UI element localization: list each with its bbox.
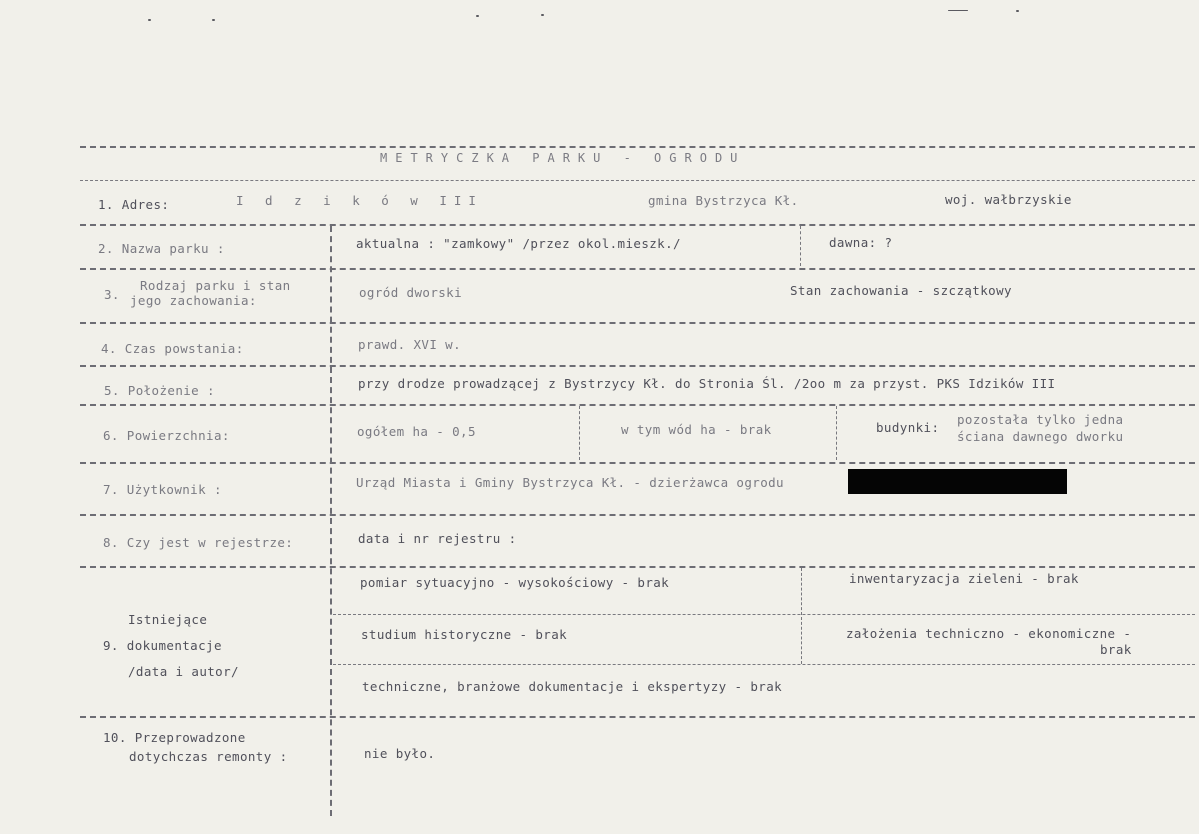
row-divider (80, 365, 1195, 367)
row5-label: 5. Położenie : (104, 383, 215, 398)
row-divider (80, 404, 1195, 406)
row2-label: 2. Nazwa parku : (98, 241, 225, 256)
speck (148, 19, 151, 21)
row10-label-line1: 10. Przeprowadzone (103, 730, 246, 745)
row9-label-line1: Istniejące (128, 612, 208, 627)
row-divider (333, 614, 1195, 615)
row1-name: I d z i k ó w III (236, 193, 483, 208)
row9-label-line3: /data i autor/ (128, 664, 239, 679)
row-divider (333, 664, 1195, 665)
row7-value: Urząd Miasta i Gminy Bystrzyca Kł. - dzierżawca ogrodu (356, 475, 784, 490)
column-divider (801, 568, 802, 664)
row3-stan: Stan zachowania - szczątkowy (790, 283, 1012, 298)
title-underline (80, 180, 1195, 181)
row-divider (80, 716, 1195, 718)
row9-inwentaryzacja: inwentaryzacja zieleni - brak (849, 571, 1079, 586)
row6-budynki-line1: pozostała tylko jedna (957, 412, 1124, 427)
column-divider (836, 406, 837, 460)
row3-label-num: 3. (104, 287, 120, 302)
row3-rodzaj: ogród dworski (359, 285, 463, 300)
column-divider (330, 226, 332, 816)
row-divider (80, 566, 1195, 568)
row8-label: 8. Czy jest w rejestrze: (103, 535, 294, 550)
row1-gmina: gmina Bystrzyca Kł. (648, 193, 799, 208)
speck (541, 14, 544, 16)
row2-aktualna: aktualna : "zamkowy" /przez okol.mieszk./ (356, 236, 681, 251)
speck (212, 19, 215, 21)
row-divider (80, 224, 1195, 226)
row-divider (80, 268, 1195, 270)
row9-studium: studium historyczne - brak (361, 627, 568, 642)
row6-budynki-label: budynki: (876, 420, 940, 435)
row7-label: 7. Użytkownik : (103, 482, 222, 497)
row9-zalozenia-line1: założenia techniczno - ekonomiczne - (846, 626, 1132, 641)
speck (476, 15, 479, 17)
row8-value: data i nr rejestru : (358, 531, 517, 546)
table-top-border (80, 146, 1195, 148)
row9-label-line2: 9. dokumentacje (103, 638, 222, 653)
row9-pomiar: pomiar sytuacyjno - wysokościowy - brak (360, 575, 670, 590)
row9-techniczne: techniczne, branżowe dokumentacje i ekspertyzy - brak (362, 679, 783, 694)
row-divider (80, 514, 1195, 516)
row9-zalozenia-line2: brak (1100, 642, 1132, 657)
row6-wod: w tym wód ha - brak (621, 422, 772, 437)
row6-label: 6. Powierzchnia: (103, 428, 230, 443)
column-divider (579, 406, 580, 460)
row6-budynki-line2: ściana dawnego dworku (957, 429, 1124, 444)
row-divider (80, 322, 1195, 324)
row4-label: 4. Czas powstania: (101, 341, 244, 356)
row-divider (80, 462, 1195, 464)
row5-value: przy drodze prowadzącej z Bystrzycy Kł. do Stronia Śl. /2oo m za przyst. PKS Idzików III (358, 376, 1056, 391)
row2-dawna: dawna: ? (829, 235, 893, 250)
row6-ogolem: ogółem ha - 0,5 (357, 424, 476, 439)
speck (1016, 10, 1019, 12)
row3-label-line2: jego zachowania: (130, 293, 257, 308)
column-divider (800, 226, 801, 266)
redaction-box (848, 469, 1067, 494)
row1-label: 1. Adres: (98, 197, 170, 212)
speck (948, 10, 968, 11)
row4-value: prawd. XVI w. (358, 337, 462, 352)
row3-label-line1: Rodzaj parku i stan (140, 278, 291, 293)
row1-woj: woj. wałbrzyskie (945, 192, 1072, 207)
document-title: METRYCZKA PARKU - OGRODU (380, 151, 746, 165)
row10-value: nie było. (364, 746, 436, 761)
row10-label-line2: dotychczas remonty : (129, 749, 288, 764)
